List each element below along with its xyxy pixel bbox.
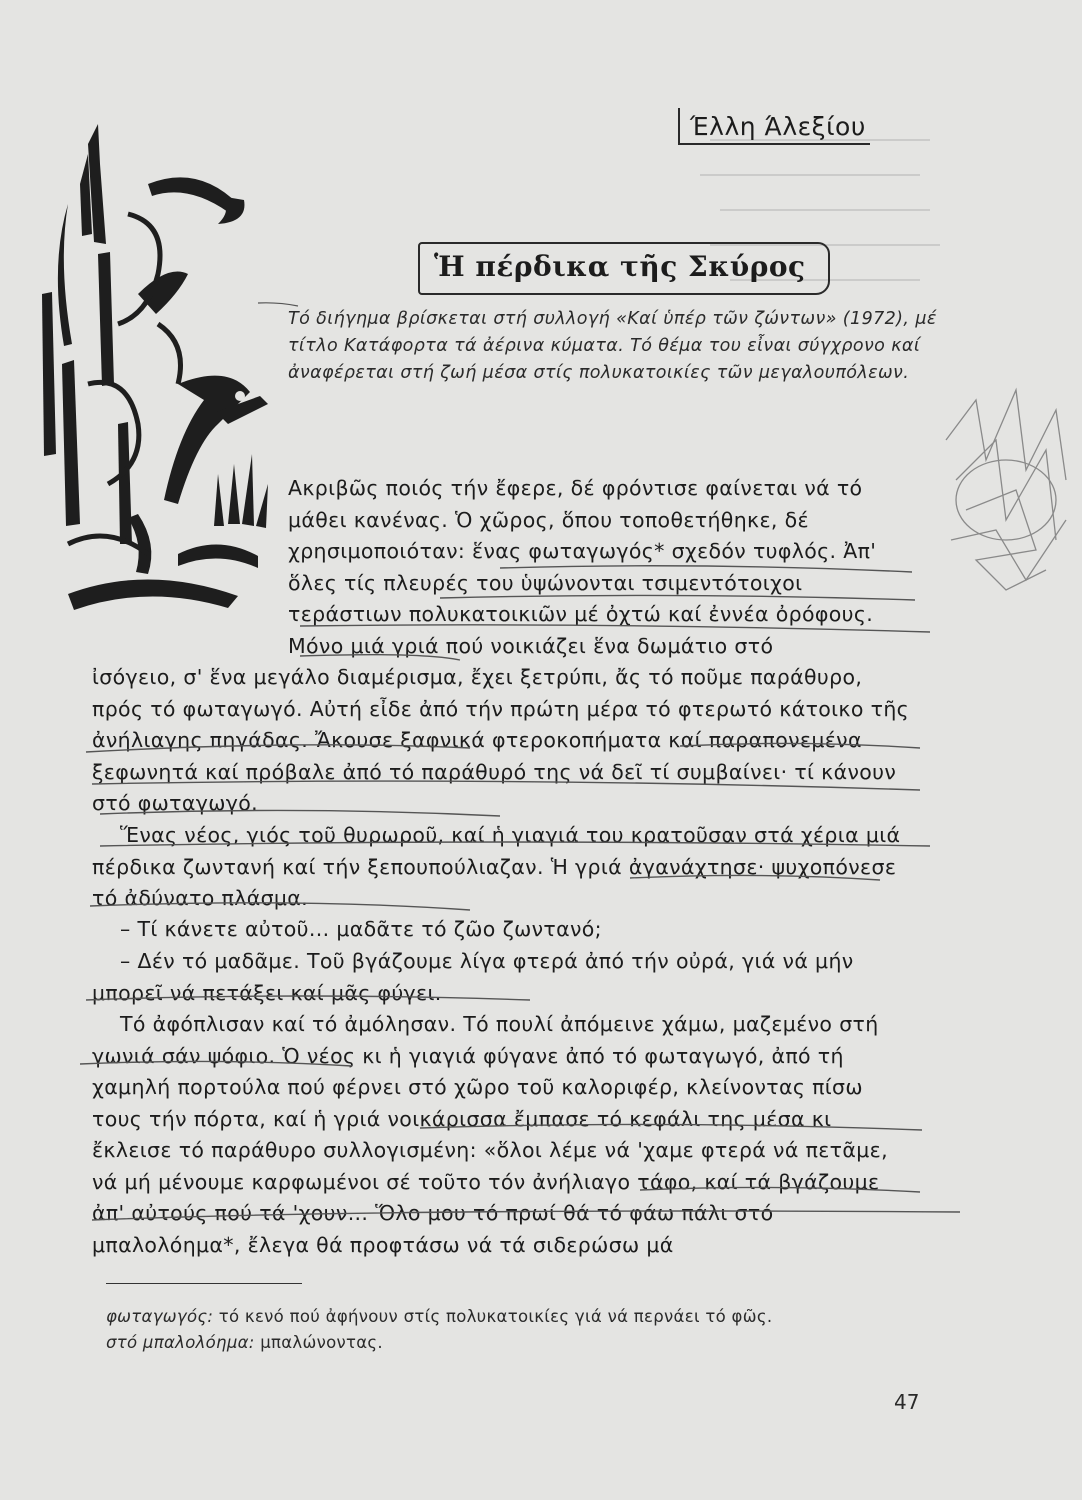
- footnote-item: [106, 1304, 946, 1330]
- body-paragraph-1-continued: ἰσόγειο, σ' ἕνα μεγάλο διαμέρισμα, ἔχει ξετρύπι, ἄς τό ποῦμε παράθυρο, πρός τό φωταγωγό. Αὐτή εἶδε ἀπό τήν πρώτη μέρα τό φτερωτό κάτοικο τῆς ἀνήλιαγης πηγάδας. Ἄκουσε ξαφνικά φτεροκοπήματα καί παραπονεμένα ξεφωνητά καί πρόβαλε ἀπό τό παράθυρό της νά δεῖ τί συμβαίνει· τί κάνουν στό φωταγωγό.: [92, 665, 910, 815]
- body-paragraph-2: Ἕνας νέος, γιός τοῦ θυρωροῦ, καί ἡ γιαγιά του κρατοῦσαν στά χέρια μιά πέρδικα ζωντανή καί τήν ξεπουπούλιαζαν. Ἡ γριά ἀγανάχτησε· ψυχοπόνεσε τό ἀδύνατο πλάσμα.: [92, 823, 901, 910]
- intro-note: Τό διήγημα βρίσκεται στή συλλογή «Καί ὑπέρ τῶν ζώντων» (1972), μέ τίτλο Κατάφορτα τά ἀέρινα κύματα. Τό θέμα του εἶναι σύγχρονο καί ἀναφέρεται στή ζωή μέσα στίς πολυκατοικίες τῶν μεγαλουπόλεων.: [288, 309, 937, 383]
- footnote-text: τό κενό πού ἀφήνουν στίς πολυκατοικίες γιά νά περνάει τό φῶς.: [218, 1307, 773, 1326]
- bird-ornament-illustration: [28, 124, 298, 644]
- author-name: Έλλη Άλεξίου: [678, 108, 870, 145]
- story-title: Ἡ πέρδικα τῆς Σκύρος: [418, 242, 830, 295]
- body-paragraph-1-wrapped: Ακριβῶς ποιός τήν ἔφερε, δέ φρόντισε φαίνεται νά τό μάθει κανένας. Ὁ χῶρος, ὅπου τοποθετήθηκε, δέ χρησιμοποιόταν: ἕνας φωταγωγός* σχεδόν τυφλός. Ἀπ' ὅλες τίς πλευρές του ὑψώνονται τσιμεντότοιχοι τεράστιων πολυκατοικιῶν μέ ὀχτώ καί ἐννέα ὀρόφους. Μόνο μιά γριά πού νοικιάζει ἕνα δωμάτιο στό: [288, 476, 877, 658]
- footnote-text: μπαλώνοντας.: [260, 1333, 383, 1352]
- pencil-doodle: [936, 380, 1082, 610]
- footnotes: [106, 1304, 946, 1356]
- dialogue-line-1: – Τί κάνετε αὐτοῦ... μαδᾶτε τό ζῶο ζωντανό;: [120, 917, 602, 941]
- dialogue-line-2: – Δέν τό μαδᾶμε. Τοῦ βγάζουμε λίγα φτερά ἀπό τήν οὐρά, γιά νά μήν μπορεῖ νά πετάξει καί μᾶς φύγει.: [92, 949, 854, 1005]
- footnote-term: φωταγωγός:: [106, 1307, 214, 1326]
- page-number: 47: [894, 1390, 920, 1414]
- footnote-item: [106, 1330, 946, 1356]
- footnote-divider: [106, 1283, 302, 1284]
- footnote-term: στό μπαλολόημα:: [106, 1333, 255, 1352]
- body-paragraph-3: Τό ἀφόπλισαν καί τό ἀμόλησαν. Τό πουλί ἀπόμεινε χάμω, μαζεμένο στή γωνιά σάν ψόφιο. Ὁ νέος κι ἡ γιαγιά φύγανε ἀπό τό φωταγωγό, ἀπό τή χαμηλή πορτούλα πού φέρνει στό χῶρο τοῦ καλοριφέρ, κλείνοντας πίσω τους τήν πόρτα, καί ἡ γριά νοικάρισσα ἔμπασε τό κεφάλι της μέσα κι ἔκλεισε τό παράθυρο συλλογισμένη: «ὅλοι λέμε νά 'χαμε φτερά νά πετᾶμε, νά μή μένουμε καρφωμένοι σέ τοῦτο τόν ἀνήλιαγο τάφο, καί τά βγάζουμε ἀπ' αὐτούς πού τά 'χουν... Ὅλο μου τό πρωί θά τό φάω πάλι στό μπαλολόημα*, ἔλεγα θά προφτάσω νά τά σιδερώσω μά: [92, 1012, 888, 1257]
